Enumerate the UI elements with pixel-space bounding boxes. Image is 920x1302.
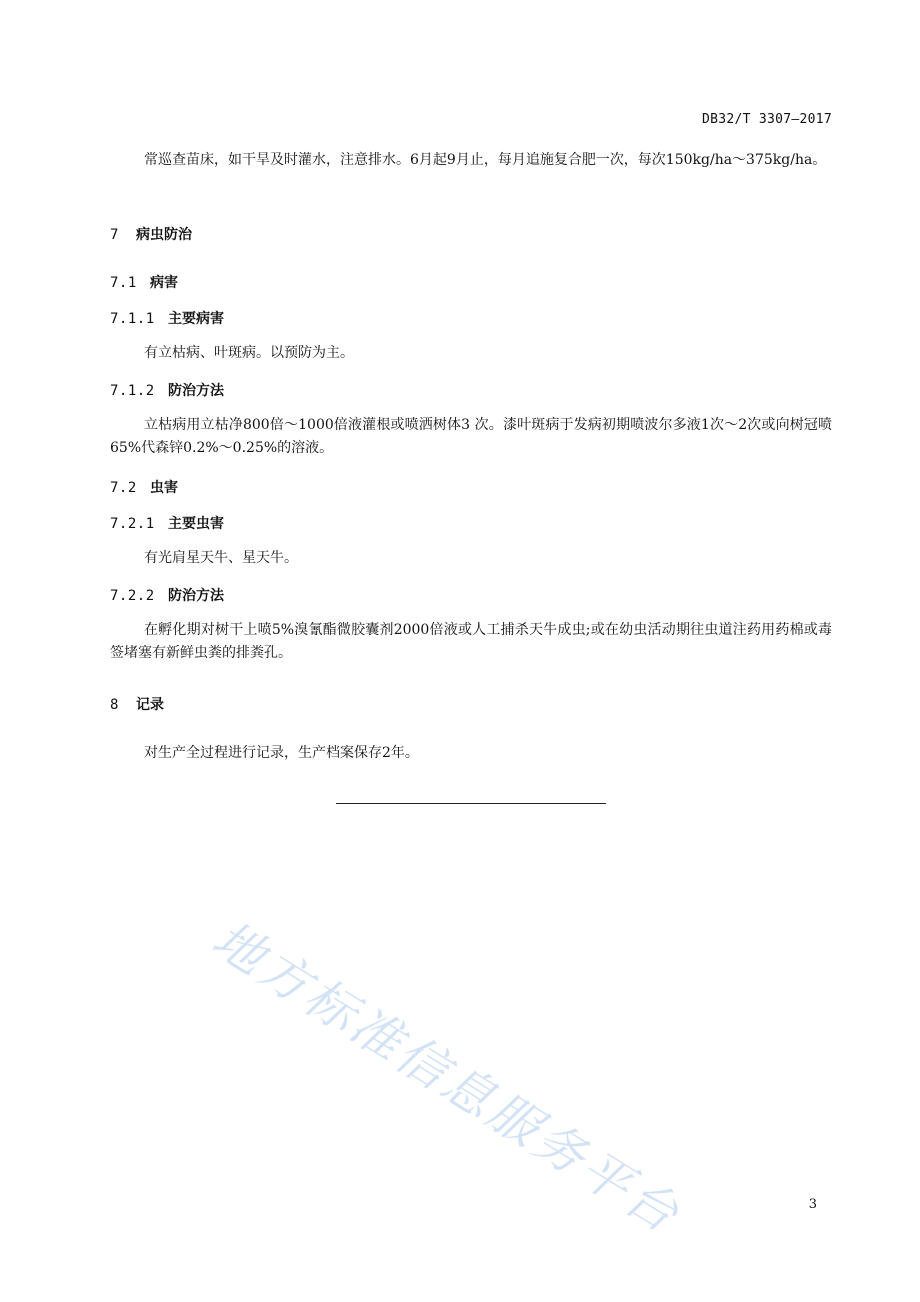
section-7-2-1-heading [110,513,224,533]
section-8-text: 对生产全过程进行记录，生产档案保存2年。 [144,745,419,761]
section-7-title: 病虫防治 [136,227,192,243]
standard-code: DB32/T 3307—2017 [701,112,832,127]
section-7-1-title: 病害 [150,275,178,291]
section-8-heading [110,694,164,714]
section-8-number: 8 [110,697,119,713]
section-7-number: 7 [110,227,119,243]
section-7-2-2-heading [110,585,224,605]
section-7-2-1-text: 有光肩星天牛、星天牛。 [144,550,298,566]
section-7-2-title: 虫害 [150,480,178,496]
section-7-1-1-title: 主要病害 [168,311,224,327]
end-of-document-rule [336,803,606,804]
section-7-1-2-number: 7.1.2 [110,383,155,399]
section-7-1-1-text: 有立枯病、叶斑病。以预防为主。 [144,345,354,361]
section-7-1-2-text: 立枯病用立枯净800倍～1000倍液灌根或喷洒树体3 次。漆叶斑病于发病初期喷波尔多液1次～2次或向树冠喷65%代森锌0.2%～0.25%的溶液。 [110,417,832,456]
section-7-2-2-title: 防治方法 [168,588,224,604]
section-7-2-2-number: 7.2.2 [110,588,155,604]
section-7-1-1-number: 7.1.1 [110,311,155,327]
section-7-heading [110,224,192,244]
section-7-1-heading [110,272,178,292]
section-7-2-1-number: 7.2.1 [110,516,155,532]
section-7-1-1-heading [110,308,224,328]
section-8-title: 记录 [136,697,164,713]
watermark: 地方标准信息服务平台 [202,909,692,1246]
intro-paragraph: 常巡查苗床，如干旱及时灌水，注意排水。6月起9月止，每月追施复合肥一次，每次150kg/ha～375kg/ha。 [144,152,827,168]
section-7-2-1-title: 主要虫害 [168,516,224,532]
page-number: 3 [808,1197,817,1212]
section-7-2-2-text: 在孵化期对树干上喷5%溴氰酯微胶囊剂2000倍液或人工捕杀天牛成虫;或在幼虫活动期往虫道注药用药棉或毒签堵塞有新鲜虫粪的排粪孔。 [110,622,832,661]
section-7-1-2-title: 防治方法 [168,383,224,399]
section-7-1-number: 7.1 [110,275,137,291]
section-7-2-number: 7.2 [110,480,137,496]
section-7-1-2-heading [110,380,224,400]
section-7-2-heading [110,477,178,497]
